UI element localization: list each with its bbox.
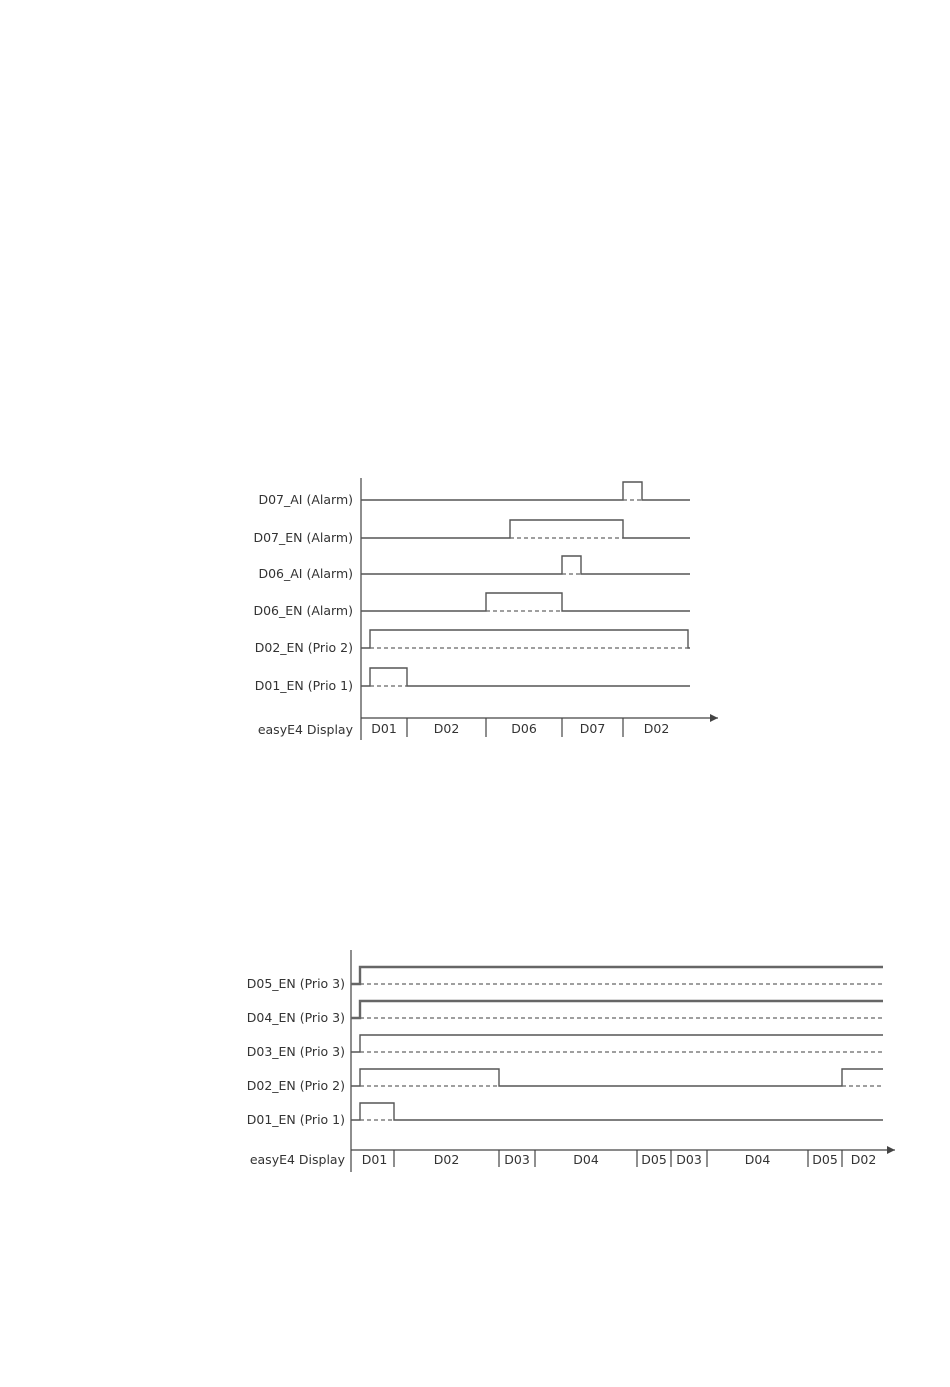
signal-waveform: [361, 668, 690, 686]
display-segment-label: D01: [371, 721, 397, 736]
display-segment-label: D07: [579, 721, 606, 736]
display-segment-label: D02: [850, 1152, 877, 1167]
signal-row: [247, 1103, 883, 1127]
signal-label: D07_EN (Alarm): [253, 530, 353, 545]
signal-waveform: [361, 556, 690, 574]
signal-label: D05_EN (Prio 3): [246, 976, 345, 991]
signal-waveform: [351, 1069, 883, 1086]
time-axis-arrow-icon: [710, 714, 718, 722]
signal-row: [258, 482, 690, 507]
signal-waveform: [351, 1001, 883, 1018]
display-segment-label: D06: [511, 721, 537, 736]
signal-row: [247, 967, 883, 991]
signal-row: [247, 1001, 883, 1025]
display-row: [258, 718, 669, 737]
display-segment-label: D04: [573, 1152, 599, 1167]
display-segment-label: D03: [504, 1152, 530, 1167]
time-axis-arrow-icon: [887, 1146, 895, 1154]
display-segment-label: D04: [744, 1152, 771, 1167]
signal-label: D01_EN (Prio 1): [246, 1112, 345, 1127]
display-segment-label: D05: [812, 1152, 838, 1167]
signal-label: D07_AI (Alarm): [258, 492, 353, 507]
display-segment-label: D02: [643, 721, 670, 736]
signal-row: [247, 1069, 883, 1093]
display-label: easyE4 Display: [257, 722, 353, 737]
display-label: easyE4 Display: [249, 1152, 345, 1167]
signal-label: D02_EN (Prio 2): [254, 640, 353, 655]
signal-row: [258, 556, 690, 581]
signal-waveform: [351, 967, 883, 984]
signal-label: D02_EN (Prio 2): [246, 1078, 345, 1093]
priority-timing-diagram: [247, 950, 895, 1172]
display-segment-label: D05: [641, 1152, 667, 1167]
signal-label: D03_EN (Prio 3): [246, 1044, 345, 1059]
signal-waveform: [351, 1103, 883, 1120]
signal-row: [255, 668, 690, 693]
display-segment-label: D02: [433, 721, 460, 736]
signal-waveform: [361, 482, 690, 500]
signal-waveform: [361, 630, 690, 648]
alarm-timing-diagram: [253, 478, 718, 740]
signal-row: [247, 1035, 883, 1059]
signal-label: D06_AI (Alarm): [258, 566, 353, 581]
display-segment-label: D03: [676, 1152, 702, 1167]
signal-label: D01_EN (Prio 1): [254, 678, 353, 693]
signal-waveform: [361, 593, 690, 611]
signal-row: [255, 630, 690, 655]
signal-label: D04_EN (Prio 3): [246, 1010, 345, 1025]
signal-row: [253, 520, 690, 545]
signal-label: D06_EN (Alarm): [253, 603, 353, 618]
display-segment-label: D01: [361, 1152, 388, 1167]
signal-waveform: [361, 520, 690, 538]
signal-waveform: [351, 1035, 883, 1052]
display-row: [250, 1150, 876, 1167]
signal-row: [253, 593, 690, 618]
display-segment-label: D02: [433, 1152, 460, 1167]
